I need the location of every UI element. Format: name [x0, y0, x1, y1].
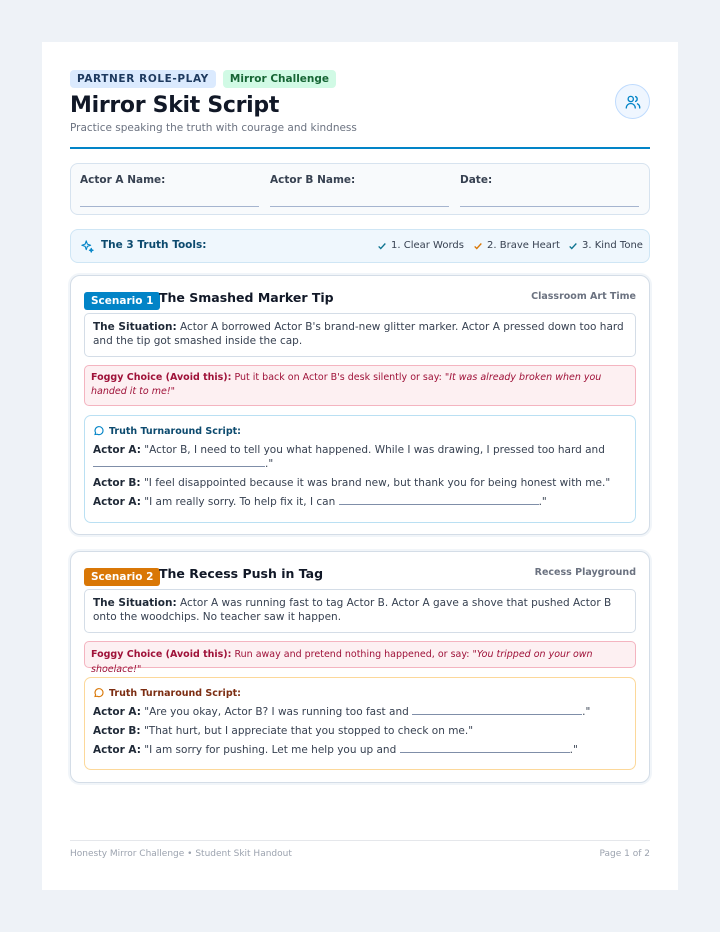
situation-text: Actor A was running fast to tag Actor B. Actor A gave a shove that pushed Actor B onto the woodchips. No teacher saw it happen. — [93, 597, 612, 623]
sparkles-icon — [80, 239, 95, 258]
script-line — [93, 443, 627, 471]
tool-clear-words — [377, 240, 464, 251]
line-text: "I feel disappointed because it was brand new, but thank you for being honest with me." — [143, 477, 611, 489]
scenario-card-1 — [70, 275, 650, 535]
tool-kind-tone — [568, 240, 643, 251]
foggy-label: Foggy Choice (Avoid this): — [91, 372, 232, 383]
foggy-choice-box — [84, 365, 636, 406]
line-text: "I am really sorry. To help fix it, I can — [144, 496, 336, 508]
date-line[interactable] — [460, 206, 639, 207]
scenario-header — [84, 565, 636, 583]
tool-label: 1. Clear Words — [391, 240, 464, 251]
script-line — [93, 705, 627, 719]
scenario-place: Classroom Art Time — [531, 291, 636, 302]
line-end: ." — [569, 744, 578, 756]
actor-b-label: Actor B Name: — [270, 174, 356, 186]
scenario-header — [84, 289, 636, 307]
speech-bubble-icon — [93, 425, 105, 437]
line-text: "Are you okay, Actor B? I was running too fast and — [144, 706, 409, 718]
situation-text: Actor A borrowed Actor B's brand-new glitter marker. Actor A pressed down too hard and the tip got smashed inside the cap. — [93, 321, 624, 347]
page-number: Page 1 of 2 — [599, 849, 650, 859]
script-header — [93, 686, 627, 700]
speaker: Actor A: — [93, 744, 141, 756]
foggy-text: Put it back on Actor B's desk silently or say: — [234, 372, 442, 383]
actor-b-field[interactable] — [270, 174, 449, 207]
page-subtitle: Practice speaking the truth with courage and kindness — [70, 122, 357, 134]
answer-blank[interactable] — [93, 457, 265, 467]
speaker: Actor A: — [93, 706, 141, 718]
truth-tools-bar — [70, 229, 650, 263]
foggy-quote: "You tripped on your own shoelace!" — [91, 649, 593, 675]
scenario-title: The Recess Push in Tag — [159, 566, 324, 581]
speaker: Actor A: — [93, 444, 141, 456]
header-divider — [70, 147, 650, 149]
foggy-text: Run away and pretend nothing happened, or say: — [234, 649, 470, 660]
worksheet-content — [70, 70, 650, 756]
footer-left: Honesty Mirror Challenge • Student Skit Handout — [70, 849, 292, 859]
mirror-challenge-tag: Mirror Challenge — [223, 70, 336, 88]
truth-script-box — [84, 677, 636, 770]
worksheet-page — [42, 42, 678, 890]
tool-label: 3. Kind Tone — [582, 240, 643, 251]
situation-box — [84, 313, 636, 357]
line-text: "I am sorry for pushing. Let me help you up and — [144, 744, 397, 756]
page-footer — [70, 840, 650, 859]
users-icon — [615, 84, 650, 119]
date-field[interactable] — [460, 174, 639, 207]
line-text: "That hurt, but I appreciate that you stopped to check on me." — [143, 725, 474, 737]
line-end: ." — [538, 496, 547, 508]
situation-box — [84, 589, 636, 633]
check-icon — [568, 241, 578, 251]
foggy-quote: "It was already broken when you handed it to me!" — [91, 372, 602, 397]
script-line — [93, 476, 627, 490]
truth-tools-title: The 3 Truth Tools: — [101, 239, 207, 251]
foggy-label: Foggy Choice (Avoid this): — [91, 649, 232, 660]
header-tags — [70, 70, 650, 88]
check-icon — [473, 241, 483, 251]
answer-blank[interactable] — [400, 743, 570, 753]
partner-roleplay-tag: PARTNER ROLE-PLAY — [70, 70, 216, 88]
situation-label: The Situation: — [93, 597, 177, 609]
answer-blank[interactable] — [339, 495, 539, 505]
scenario-place: Recess Playground — [534, 567, 636, 578]
line-end: ." — [265, 458, 274, 470]
actor-b-line[interactable] — [270, 206, 449, 207]
tool-brave-heart — [473, 240, 560, 251]
script-line — [93, 743, 627, 757]
script-line — [93, 724, 627, 738]
tool-label: 2. Brave Heart — [487, 240, 560, 251]
line-end: ." — [582, 706, 591, 718]
script-line — [93, 495, 627, 509]
actor-a-label: Actor A Name: — [80, 174, 166, 186]
actor-a-field[interactable] — [80, 174, 259, 207]
speaker: Actor A: — [93, 496, 141, 508]
date-label: Date: — [460, 174, 493, 186]
scenario-card-2 — [70, 551, 650, 783]
answer-blank[interactable] — [412, 705, 582, 715]
scenario-badge: Scenario 1 — [84, 292, 160, 310]
foggy-choice-box — [84, 641, 636, 675]
script-header — [93, 424, 627, 438]
line-text: "Actor B, I need to tell you what happened. While I was drawing, I pressed too hard and — [144, 444, 605, 456]
scenario-title: The Smashed Marker Tip — [159, 290, 334, 305]
check-icon — [377, 241, 387, 251]
speech-bubble-icon — [93, 687, 105, 699]
actor-a-line[interactable] — [80, 206, 259, 207]
script-title: Truth Turnaround Script: — [109, 425, 241, 437]
speaker: Actor B: — [93, 477, 141, 489]
truth-script-box — [84, 415, 636, 523]
script-title: Truth Turnaround Script: — [109, 687, 241, 699]
situation-label: The Situation: — [93, 321, 177, 333]
speaker: Actor B: — [93, 725, 141, 737]
actor-names-box — [70, 163, 650, 215]
page-title: Mirror Skit Script — [70, 93, 280, 118]
scenario-badge: Scenario 2 — [84, 568, 160, 586]
